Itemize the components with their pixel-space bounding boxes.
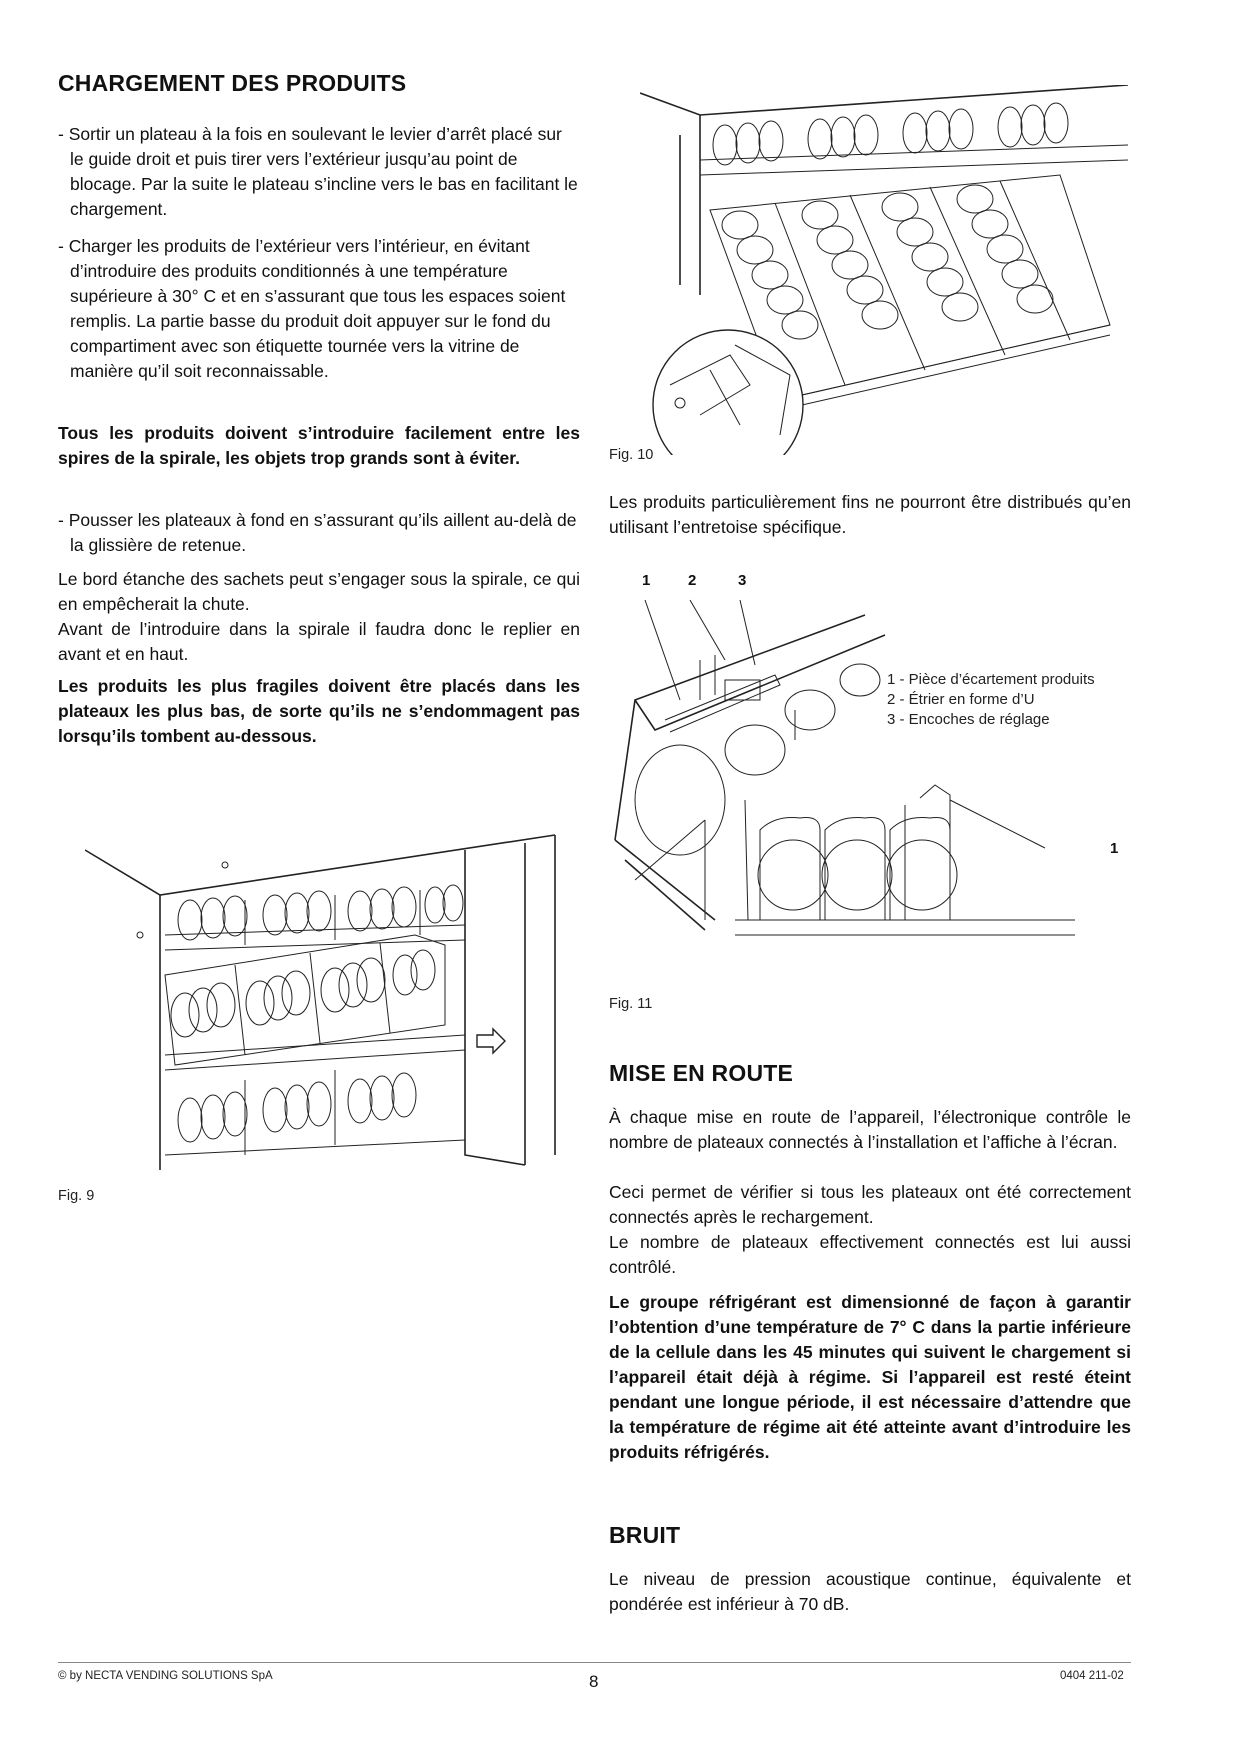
figure-11-drawing [605, 590, 1135, 1010]
paragraph-groupe-refrigerant: Le groupe réfrigérant est dimensionné de façon à garantir l’obtention d’une température de 7° C dans la partie inférieure de la cellule dans les 45 minutes qui suivent le chargement si l’appareil était déjà à régime. Si l’appareil est resté éteint pendant une longue période, il est nécessaire d’attendre que la température de régime ait été atteinte avant d’introduire les produits réfrigérés. [609, 1292, 1131, 1462]
paragraph-electronique-controle: À chaque mise en route de l’appareil, l’électronique contrôle le nombre de plateaux connectés à l’installation et l’affiche à l’écran. [609, 1107, 1131, 1152]
paragraph-sortir-plateau: - Sortir un plateau à la fois en soulevant le levier d’arrêt placé sur le guide droit et puis tirer vers l’extérieur jusqu’au point de blocage. Par la suite le plateau s’incline vers le bas en facilitant le chargement. [58, 124, 578, 219]
footer-divider [58, 1662, 1131, 1663]
figure-9-caption: Fig. 9 [58, 1188, 95, 1204]
footer-document-code: 0404 211-02 [1060, 1670, 1124, 1682]
paragraph-produits-fins: Les produits particulièrement fins ne pourront être distribués qu’en utilisant l’entretoise spécifique. [609, 492, 1131, 537]
paragraph-bord-etanche: Le bord étanche des sachets peut s’engager sous la spirale, ce qui en empêcherait la chute. [58, 569, 580, 614]
section-title-chargement: CHARGEMENT DES PRODUITS [58, 70, 407, 96]
fig11-number-2: 2 [688, 572, 697, 589]
paragraph-produits-fragiles: Les produits les plus fragiles doivent être placés dans les plateaux les plus bas, de sorte qu’ils ne s’endommagent pas lorsqu’ils tombent au-dessous. [58, 676, 580, 746]
page-number: 8 [589, 1672, 599, 1691]
figure-9-drawing [85, 825, 560, 1175]
fig11-number-1: 1 [642, 572, 651, 589]
fig11-callout-1: 1 [1110, 840, 1119, 857]
footer-copyright: © by NECTA VENDING SOLUTIONS SpA [58, 1670, 273, 1682]
paragraph-introduction-facile: Tous les produits doivent s’introduire facilement entre les spires de la spirale, les objets trop grands sont à éviter. [58, 423, 580, 468]
fig11-number-3: 3 [738, 572, 747, 589]
figure-10-caption: Fig. 10 [609, 447, 654, 463]
legend-item-1: 1 - Pièce d’écartement produits [887, 671, 1095, 688]
figure-11-caption: Fig. 11 [609, 996, 653, 1012]
paragraph-nombre-plateaux: Le nombre de plateaux effectivement connectés est lui aussi contrôlé. [609, 1232, 1131, 1277]
paragraph-verifier-plateaux: Ceci permet de vérifier si tous les plateaux ont été correctement connectés après le rechargement. [609, 1182, 1131, 1227]
section-title-mise-en-route: MISE EN ROUTE [609, 1060, 794, 1086]
paragraph-avant-introduire: Avant de l’introduire dans la spirale il faudra donc le replier en avant et en haut. [58, 619, 580, 664]
paragraph-pousser-plateaux: - Pousser les plateaux à fond en s’assurant qu’ils aillent au-delà de la glissière de retenue. [58, 510, 577, 555]
section-title-bruit: BRUIT [609, 1522, 681, 1548]
paragraph-pression-acoustique: Le niveau de pression acoustique continue, équivalente et pondérée est inférieur à 70 dB. [609, 1569, 1131, 1614]
figure-10-drawing [640, 85, 1130, 455]
legend-item-2: 2 - Étrier en forme d’U [887, 691, 1035, 708]
legend-item-3: 3 - Encoches de réglage [887, 711, 1050, 728]
paragraph-charger-produits: - Charger les produits de l’extérieur vers l’intérieur, en évitant d’introduire des produits conditionnés à une température supérieure à 30° C et en s’assurant que tous les espaces soient remplis. La partie basse du produit doit appuyer sur le fond du compartiment avec son étiquette tournée vers la vitrine de manière qu’il soit reconnaissable. [58, 236, 566, 381]
